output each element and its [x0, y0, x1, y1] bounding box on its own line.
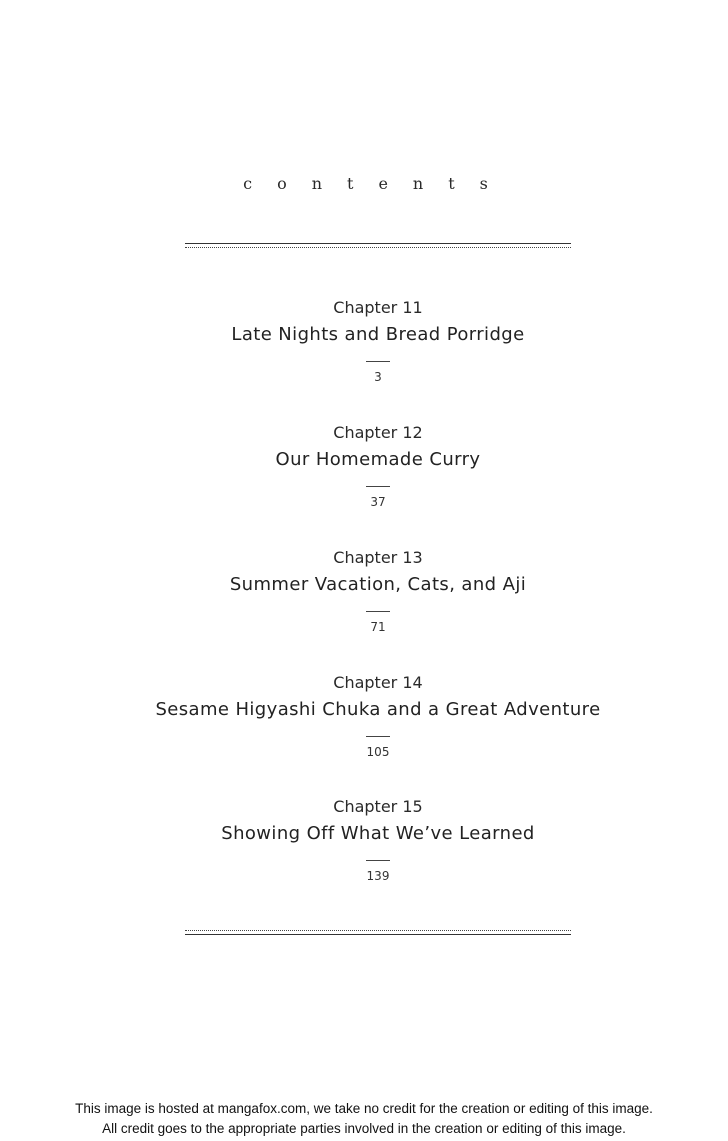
chapter-page-number: 139	[366, 869, 390, 883]
chapter-dash	[366, 361, 390, 362]
chapter-number: Chapter 14	[333, 673, 423, 692]
top-divider	[185, 243, 571, 248]
chapter-number: Chapter 13	[333, 548, 423, 567]
chapter-title: Late Nights and Bread Porridge	[231, 324, 525, 345]
chapter-title: Our Homemade Curry	[275, 449, 481, 470]
contents-heading: contents	[243, 174, 513, 193]
chapter-dash	[366, 736, 390, 737]
hosting-notice-line-2: All credit goes to the appropriate parties involved in the creation or editing of this image.	[102, 1121, 626, 1136]
hosting-notice	[0, 1099, 728, 1139]
chapter-dash	[366, 611, 390, 612]
chapter-dash	[366, 486, 390, 487]
chapter-page-number: 3	[374, 370, 382, 384]
chapter-title: Summer Vacation, Cats, and Aji	[229, 574, 527, 595]
chapter-title: Sesame Higyashi Chuka and a Great Adventure	[155, 699, 601, 720]
chapter-page-number: 105	[366, 745, 390, 759]
bottom-divider	[185, 930, 571, 935]
chapter-number: Chapter 12	[333, 423, 423, 442]
chapter-entry[interactable]	[0, 423, 728, 509]
chapter-page-number: 37	[370, 495, 386, 509]
chapter-entry[interactable]	[0, 548, 728, 634]
chapter-title: Showing Off What We’ve Learned	[221, 823, 535, 844]
chapter-dash	[366, 860, 390, 861]
chapter-number: Chapter 11	[333, 298, 423, 317]
chapter-page-number: 71	[370, 620, 386, 634]
chapter-entry[interactable]	[0, 673, 728, 759]
hosting-notice-line-1: This image is hosted at mangafox.com, we take no credit for the creation or editing of this image.	[75, 1101, 653, 1116]
chapter-entry[interactable]	[0, 298, 728, 384]
chapter-entry[interactable]	[0, 797, 728, 883]
chapter-number: Chapter 15	[333, 797, 423, 816]
